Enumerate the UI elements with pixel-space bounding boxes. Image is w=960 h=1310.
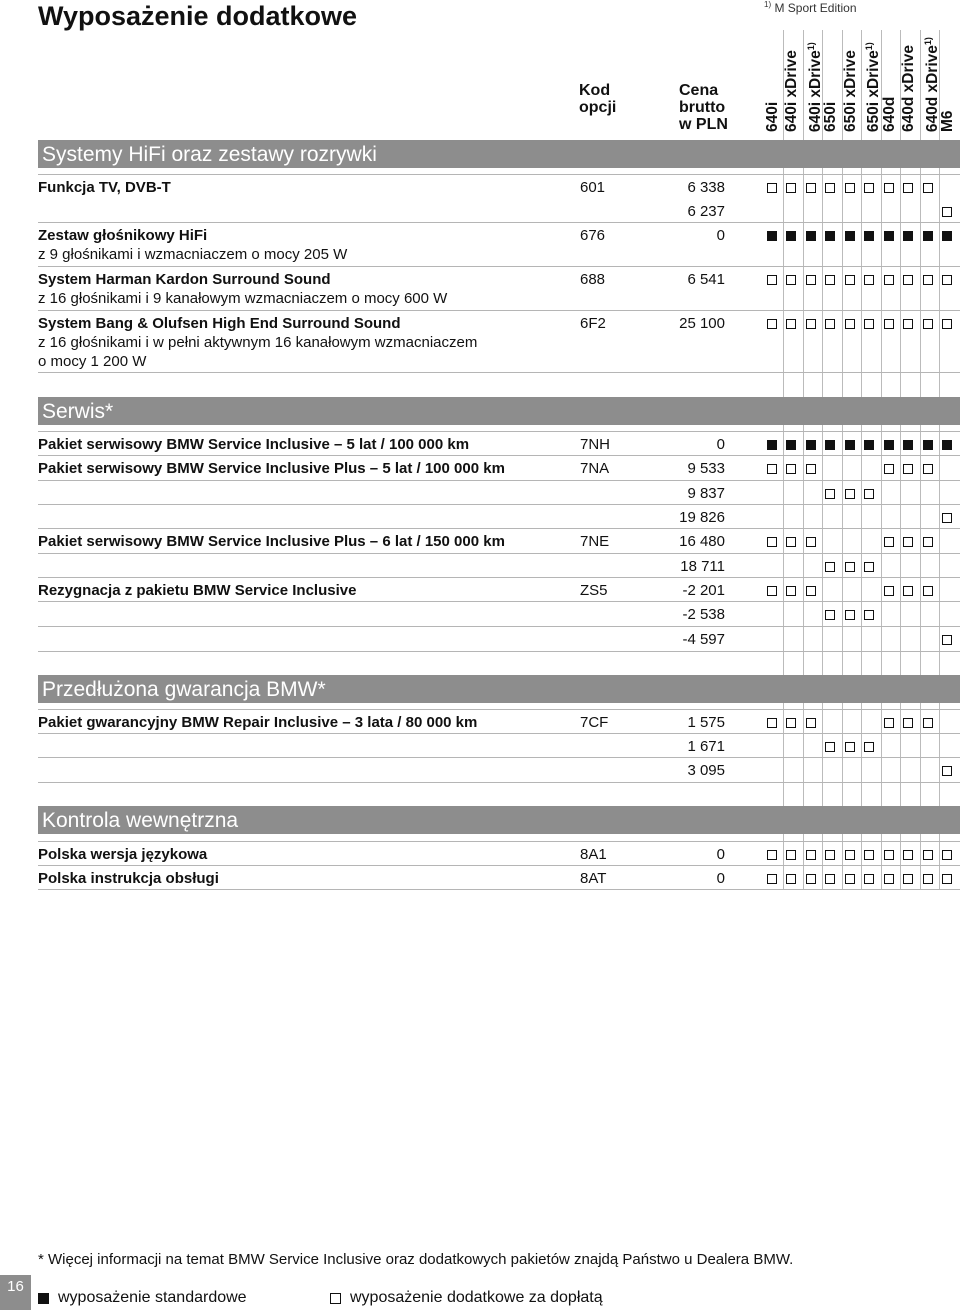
option-name: Pakiet gwarancyjny BMW Repair Inclusive – 3 lata / 80 000 km [38, 714, 478, 731]
model-header: M6 [939, 110, 956, 132]
row-divider [38, 455, 960, 456]
optional-equipment-square-icon [884, 183, 894, 193]
option-name: Zestaw głośnikowy HiFi [38, 227, 208, 244]
standard-equipment-square-icon [806, 231, 816, 241]
table-row [38, 223, 960, 247]
option-code: 7NE [580, 533, 610, 550]
optional-equipment-square-icon [767, 183, 777, 193]
row-divider [38, 782, 960, 783]
row-divider [38, 889, 960, 890]
optional-equipment-square-icon [825, 489, 835, 499]
row-divider [38, 528, 960, 529]
standard-equipment-square-icon [806, 440, 816, 450]
optional-equipment-square-icon [923, 537, 933, 547]
optional-equipment-square-icon [825, 742, 835, 752]
section-title-service: Serwis* [38, 397, 960, 425]
optional-equipment-square-icon [884, 718, 894, 728]
row-divider [38, 577, 960, 578]
model-header: 640d [881, 96, 898, 132]
optional-equipment-square-icon [864, 610, 874, 620]
optional-equipment-square-icon [942, 207, 952, 217]
section-title-hifi: Systemy HiFi oraz zestawy rozrywki [38, 140, 960, 168]
model-header: 650i [822, 101, 839, 132]
option-code: ZS5 [580, 582, 608, 599]
optional-equipment-square-icon [903, 537, 913, 547]
standard-equipment-square-icon [864, 440, 874, 450]
option-price: 25 100 [679, 315, 725, 332]
optional-equipment-square-icon [903, 319, 913, 329]
model-header: 650i xDrive$^{1)}$ [864, 42, 883, 132]
standard-equipment-square-icon [864, 231, 874, 241]
optional-equipment-square-icon [884, 874, 894, 884]
option-name: Funkcja TV, DVB-T [38, 179, 171, 196]
table-row [38, 602, 960, 626]
table-row [38, 734, 960, 758]
optional-equipment-square-icon [767, 319, 777, 329]
row-description: z 16 głośnikami i w pełni aktywnym 16 kanałowym wzmacniaczem [38, 334, 478, 351]
standard-equipment-square-icon [923, 440, 933, 450]
model-header: 640i xDrive$^{1)}$ [806, 42, 825, 132]
optional-equipment-square-icon [864, 183, 874, 193]
optional-equipment-square-icon [923, 319, 933, 329]
optional-equipment-square-icon [903, 850, 913, 860]
table-row [38, 505, 960, 529]
optional-equipment-square-icon [942, 319, 952, 329]
optional-equipment-square-icon [786, 183, 796, 193]
optional-equipment-square-icon [786, 586, 796, 596]
optional-equipment-square-icon [942, 874, 952, 884]
optional-equipment-square-icon [864, 874, 874, 884]
optional-equipment-square-icon [903, 586, 913, 596]
row-divider [38, 757, 960, 758]
option-code: 7CF [580, 714, 609, 731]
optional-equipment-square-icon [806, 275, 816, 285]
option-name: System Harman Kardon Surround Sound [38, 271, 331, 288]
optional-equipment-square-icon [767, 874, 777, 884]
table-row [38, 758, 960, 782]
row-divider [38, 372, 960, 373]
row-divider [38, 709, 960, 710]
option-code: 688 [580, 271, 606, 288]
optional-equipment-square-icon [806, 850, 816, 860]
optional-equipment-square-icon [923, 183, 933, 193]
optional-equipment-square-icon [786, 850, 796, 860]
option-code: 7NH [580, 436, 611, 453]
optional-equipment-square-icon [786, 464, 796, 474]
option-price: 6 237 [687, 203, 725, 220]
optional-equipment-square-icon [786, 718, 796, 728]
optional-equipment-square-icon [845, 850, 855, 860]
table-row [38, 311, 960, 335]
row-description: z 9 głośnikami i wzmacniaczem o mocy 205 W [38, 246, 348, 263]
standard-equipment-square-icon [845, 440, 855, 450]
table-row [38, 710, 960, 734]
standard-equipment-square-icon [825, 440, 835, 450]
optional-equipment-square-icon [845, 742, 855, 752]
optional-equipment-square-icon [845, 319, 855, 329]
option-price: 6 338 [687, 179, 725, 196]
optional-equipment-square-icon [864, 850, 874, 860]
option-price: 19 826 [679, 509, 725, 526]
option-price: 18 711 [680, 558, 725, 575]
optional-equipment-square-icon [942, 275, 952, 285]
optional-equipment-square-icon [806, 464, 816, 474]
standard-equipment-square-icon [884, 440, 894, 450]
optional-equipment-square-icon [767, 850, 777, 860]
row-divider [38, 651, 960, 652]
row-description: o mocy 1 200 W [38, 353, 147, 370]
option-price: 1 671 [687, 738, 725, 755]
optional-equipment-square-icon [884, 275, 894, 285]
option-name: Rezygnacja z pakietu BMW Service Inclusive [38, 582, 357, 599]
optional-equipment-square-icon [884, 537, 894, 547]
optional-equipment-square-icon [825, 183, 835, 193]
optional-equipment-square-icon [767, 275, 777, 285]
table-row [38, 578, 960, 602]
option-price: 0 [716, 870, 725, 887]
optional-equipment-square-icon [903, 275, 913, 285]
optional-equipment-square-icon [786, 537, 796, 547]
optional-equipment-square-icon [903, 183, 913, 193]
table-row [38, 481, 960, 505]
option-price: 9 533 [687, 460, 725, 477]
option-code: 8AT [580, 870, 607, 887]
standard-equipment-square-icon [942, 440, 952, 450]
optional-equipment-square-icon [330, 1293, 341, 1304]
optional-equipment-square-icon [864, 275, 874, 285]
optional-equipment-square-icon [923, 586, 933, 596]
option-code: 676 [580, 227, 606, 244]
optional-equipment-square-icon [825, 610, 835, 620]
option-price: 1 575 [687, 714, 725, 731]
optional-equipment-square-icon [825, 874, 835, 884]
option-price: -4 597 [682, 631, 725, 648]
optional-equipment-square-icon [923, 275, 933, 285]
table-row [38, 627, 960, 651]
table-row [38, 267, 960, 291]
standard-equipment-square-icon [767, 440, 777, 450]
row-divider [38, 601, 960, 602]
standard-equipment-square-icon [845, 231, 855, 241]
option-price: 3 095 [687, 762, 725, 779]
table-row [38, 866, 960, 890]
optional-equipment-square-icon [923, 464, 933, 474]
optional-equipment-square-icon [786, 275, 796, 285]
table-row [38, 432, 960, 456]
row-divider [38, 733, 960, 734]
optional-equipment-square-icon [825, 562, 835, 572]
legend-standard-label: wyposażenie standardowe [58, 1289, 247, 1306]
row-divider [38, 266, 960, 267]
row-divider [38, 310, 960, 311]
edition-note: $^{1)}$ M Sport Edition [764, 0, 857, 15]
model-header: 640i [764, 101, 781, 132]
table-row [38, 456, 960, 480]
optional-equipment-square-icon [845, 275, 855, 285]
optional-equipment-square-icon [845, 183, 855, 193]
footnote: * Więcej informacji na temat BMW Service Inclusive oraz dodatkowych pakietów znajdą Państwo u Dealera BMW. [38, 1251, 794, 1268]
option-price: -2 538 [682, 606, 725, 623]
table-row [38, 554, 960, 578]
optional-equipment-square-icon [825, 319, 835, 329]
optional-equipment-square-icon [806, 183, 816, 193]
optional-equipment-square-icon [767, 464, 777, 474]
option-name: Pakiet serwisowy BMW Service Inclusive Plus – 6 lat / 150 000 km [38, 533, 505, 550]
section-title-internal-control: Kontrola wewnętrzna [38, 806, 960, 834]
standard-equipment-square-icon [825, 231, 835, 241]
optional-equipment-square-icon [923, 850, 933, 860]
optional-equipment-square-icon [825, 850, 835, 860]
optional-equipment-square-icon [806, 319, 816, 329]
optional-equipment-square-icon [825, 275, 835, 285]
optional-equipment-square-icon [903, 464, 913, 474]
option-price: 0 [716, 227, 725, 244]
option-price: 0 [716, 436, 725, 453]
option-code: 601 [580, 179, 606, 196]
row-description: z 16 głośnikami i 9 kanałowym wzmacniaczem o mocy 600 W [38, 290, 448, 307]
option-code: 7NA [580, 460, 610, 477]
row-divider [38, 431, 960, 432]
legend-optional-label: wyposażenie dodatkowe za dopłatą [350, 1289, 603, 1306]
table-row [38, 842, 960, 866]
optional-equipment-square-icon [884, 586, 894, 596]
optional-equipment-square-icon [903, 874, 913, 884]
optional-equipment-square-icon [864, 562, 874, 572]
optional-equipment-square-icon [923, 718, 933, 728]
row-divider [38, 553, 960, 554]
row-divider [38, 841, 960, 842]
table-row [38, 529, 960, 553]
option-price: 6 541 [687, 271, 725, 288]
row-divider [38, 480, 960, 481]
optional-equipment-square-icon [806, 586, 816, 596]
optional-equipment-square-icon [806, 537, 816, 547]
option-price: 9 837 [687, 485, 725, 502]
row-divider [38, 504, 960, 505]
section-title-warranty: Przedłużona gwarancja BMW* [38, 675, 960, 703]
optional-equipment-square-icon [884, 850, 894, 860]
column-header-price: Cena brutto w PLN [679, 82, 728, 133]
option-price: 0 [716, 846, 725, 863]
table-row [38, 175, 960, 199]
optional-equipment-square-icon [767, 718, 777, 728]
optional-equipment-square-icon [864, 319, 874, 329]
row-divider [38, 626, 960, 627]
optional-equipment-square-icon [942, 766, 952, 776]
optional-equipment-square-icon [806, 874, 816, 884]
model-header: 640i xDrive [783, 50, 800, 132]
row-divider [38, 174, 960, 175]
standard-equipment-square-icon [786, 440, 796, 450]
standard-equipment-square-icon [786, 231, 796, 241]
optional-equipment-square-icon [806, 718, 816, 728]
model-header: 640d xDrive$^{1)}$ [923, 36, 942, 132]
optional-equipment-square-icon [942, 850, 952, 860]
option-code: 8A1 [580, 846, 607, 863]
option-name: Polska instrukcja obsługi [38, 870, 219, 887]
optional-equipment-square-icon [884, 319, 894, 329]
option-price: -2 201 [682, 582, 725, 599]
optional-equipment-square-icon [786, 874, 796, 884]
standard-equipment-square-icon [942, 231, 952, 241]
optional-equipment-square-icon [903, 718, 913, 728]
standard-equipment-square-icon [903, 440, 913, 450]
option-name: Pakiet serwisowy BMW Service Inclusive Plus – 5 lat / 100 000 km [38, 460, 505, 477]
optional-equipment-square-icon [864, 489, 874, 499]
standard-equipment-square-icon [767, 231, 777, 241]
column-header-code: Kod opcji [579, 82, 617, 116]
page-number: 16 [0, 1275, 31, 1310]
optional-equipment-square-icon [942, 635, 952, 645]
standard-equipment-square-icon [38, 1293, 49, 1304]
optional-equipment-square-icon [767, 537, 777, 547]
standard-equipment-square-icon [884, 231, 894, 241]
optional-equipment-square-icon [845, 610, 855, 620]
option-name: Polska wersja językowa [38, 846, 208, 863]
standard-equipment-square-icon [903, 231, 913, 241]
model-header: 640d xDrive [900, 44, 917, 132]
option-name: System Bang & Olufsen High End Surround Sound [38, 315, 401, 332]
optional-equipment-square-icon [923, 874, 933, 884]
standard-equipment-square-icon [923, 231, 933, 241]
optional-equipment-square-icon [864, 742, 874, 752]
optional-equipment-square-icon [767, 586, 777, 596]
optional-equipment-square-icon [786, 319, 796, 329]
optional-equipment-square-icon [845, 874, 855, 884]
optional-equipment-square-icon [942, 513, 952, 523]
row-divider [38, 865, 960, 866]
option-name: Pakiet serwisowy BMW Service Inclusive – 5 lat / 100 000 km [38, 436, 470, 453]
page-title: Wyposażenie dodatkowe [38, 1, 358, 31]
option-price: 16 480 [679, 533, 725, 550]
optional-equipment-square-icon [884, 464, 894, 474]
table-row [38, 199, 960, 223]
optional-equipment-square-icon [845, 562, 855, 572]
row-divider [38, 222, 960, 223]
option-code: 6F2 [580, 315, 606, 332]
model-header: 650i xDrive [842, 50, 859, 132]
optional-equipment-square-icon [845, 489, 855, 499]
